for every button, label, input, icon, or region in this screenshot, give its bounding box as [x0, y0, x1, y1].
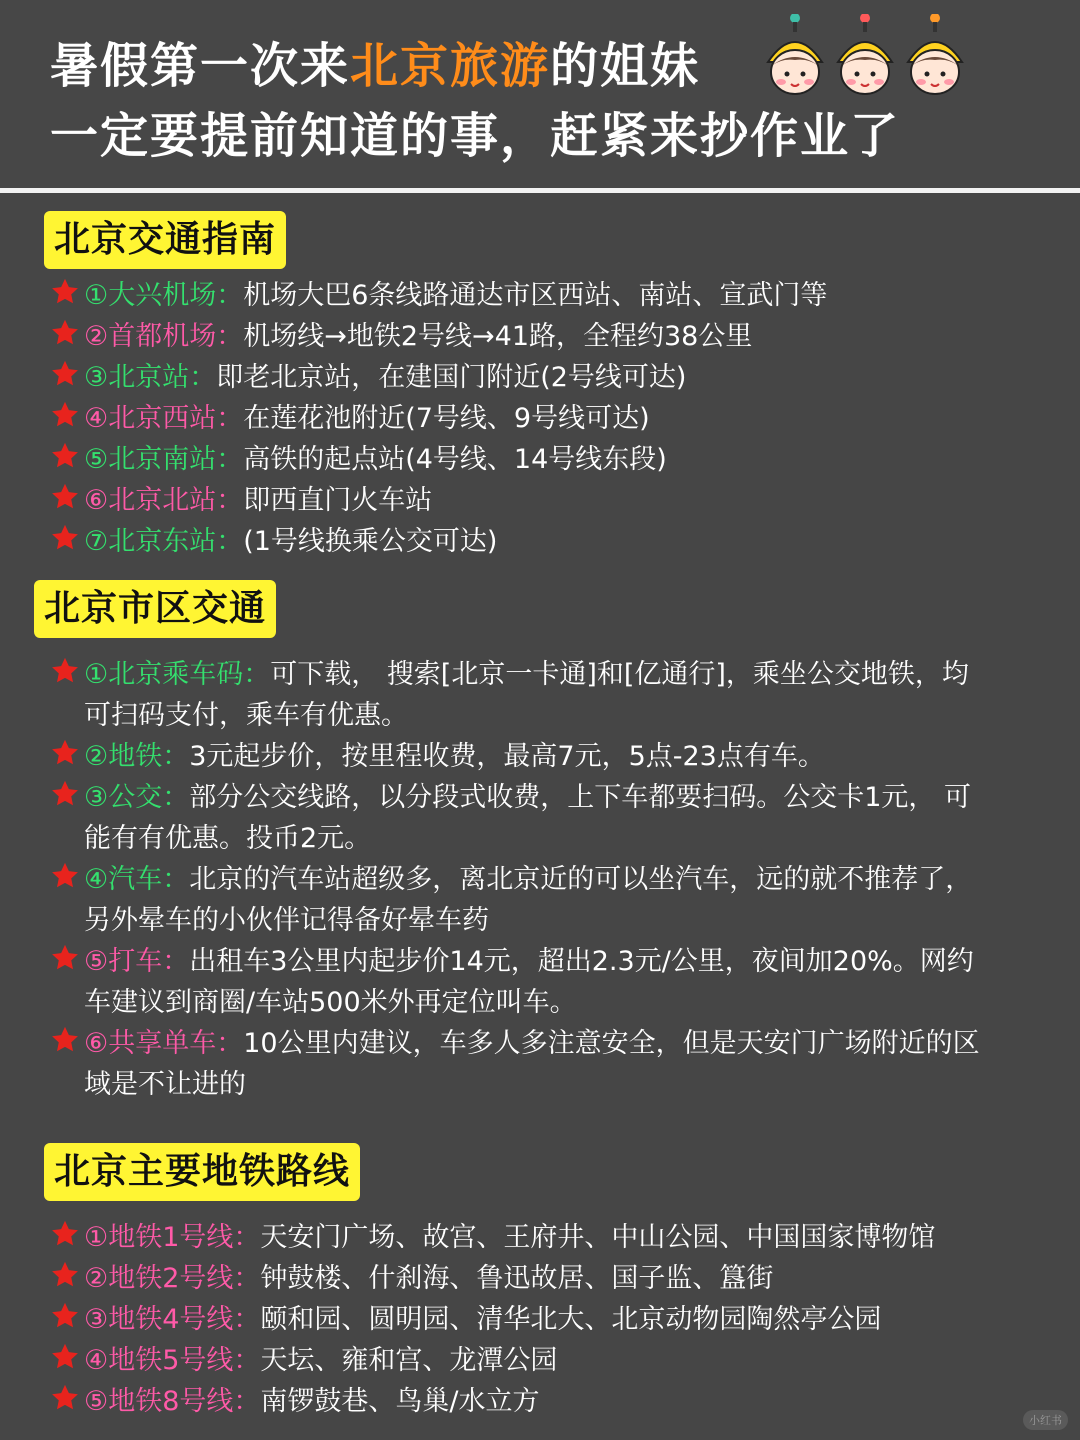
list-item — [84, 439, 667, 480]
item-text: 颐和园、圆明园、清华北大、北京动物园陶然亭公园 — [260, 1304, 882, 1335]
item-text: 钟鼓楼、什刹海、鲁迅故居、国子监、簋街 — [260, 1263, 774, 1294]
section-title-city-transport: 北京市区交通 — [34, 580, 276, 638]
item-text-continued: 另外晕车的小伙伴记得备好晕车药 — [84, 905, 489, 936]
item-text: 机场线→地铁2号线→41路，全程约38公里 — [243, 321, 753, 352]
list-item — [84, 275, 827, 316]
title-part-2: 的姐妹 — [550, 38, 701, 94]
list-item — [84, 654, 1064, 736]
list-item — [84, 521, 497, 562]
red-star-icon — [50, 400, 80, 430]
girl-with-yellow-hat-icon — [838, 14, 892, 94]
item-label: ⑥共享单车： — [84, 1028, 244, 1059]
girls-emoji-group — [760, 14, 970, 104]
red-star-icon — [50, 1260, 80, 1290]
red-star-icon — [50, 1301, 80, 1331]
item-text: (1号线换乘公交可达) — [243, 526, 498, 557]
item-label: ④北京西站： — [84, 403, 244, 434]
list-item — [84, 777, 1064, 859]
list-item — [84, 1381, 540, 1422]
item-label: ②首都机场： — [84, 321, 244, 352]
item-text: 10公里内建议，车多人多注意安全，但是天安门广场附近的区 — [243, 1028, 980, 1059]
red-star-icon — [50, 441, 80, 471]
item-label: ③地铁4号线： — [84, 1304, 261, 1335]
item-text: 即老北京站，在建国门附近(2号线可达) — [216, 362, 687, 393]
item-text: 天坛、雍和宫、龙潭公园 — [260, 1345, 558, 1376]
list-item — [84, 1023, 1074, 1105]
item-text: 南锣鼓巷、鸟巢/水立方 — [260, 1386, 540, 1417]
item-text: 可下载， 搜索[北京一卡通]和[亿通行]，乘坐公交地铁，均 — [270, 659, 969, 690]
red-star-icon — [50, 277, 80, 307]
item-text: 高铁的起点站(4号线、14号线东段) — [243, 444, 667, 475]
list-item — [84, 1217, 935, 1258]
red-star-icon — [50, 482, 80, 512]
list-item — [84, 859, 1064, 941]
item-label: ②地铁： — [84, 741, 190, 772]
girl-with-yellow-hat-icon — [768, 14, 822, 94]
item-label: ④地铁5号线： — [84, 1345, 261, 1376]
red-star-icon — [50, 779, 80, 809]
header-divider — [0, 188, 1080, 193]
girl-with-yellow-hat-icon — [908, 14, 962, 94]
item-label: ①北京乘车码： — [84, 659, 271, 690]
item-label: ④汽车： — [84, 864, 190, 895]
title-part-1: 暑假第一次来 — [50, 38, 351, 94]
red-star-icon — [50, 1025, 80, 1055]
item-label: ⑤打车： — [84, 946, 190, 977]
list-item — [84, 1340, 557, 1381]
item-text: 即西直门火车站 — [243, 485, 433, 516]
list-item — [84, 1258, 773, 1299]
page-title-line-2: 一定要提前知道的事，赶紧来抄作业了 — [50, 108, 901, 164]
item-label: ③公交： — [84, 782, 190, 813]
item-label: ③北京站： — [84, 362, 217, 393]
item-text: 在莲花池附近(7号线、9号线可达) — [243, 403, 650, 434]
red-star-icon — [50, 1342, 80, 1372]
item-text: 北京的汽车站超级多，离北京近的可以坐汽车，远的就不推荐了， — [189, 864, 973, 895]
item-text: 出租车3公里内起步价14元，超出2.3元/公里，夜间加20%。网约 — [189, 946, 974, 977]
item-text-continued: 可扫码支付，乘车有优惠。 — [84, 700, 408, 731]
red-star-icon — [50, 1383, 80, 1413]
item-label: ⑤地铁8号线： — [84, 1386, 261, 1417]
item-label: ①地铁1号线： — [84, 1222, 261, 1253]
section-title-transport-guide: 北京交通指南 — [44, 211, 286, 269]
list-item — [84, 736, 1064, 777]
red-star-icon — [50, 943, 80, 973]
red-star-icon — [50, 1219, 80, 1249]
title-accent: 北京旅游 — [350, 38, 551, 94]
item-text-continued: 域是不让进的 — [84, 1069, 246, 1100]
list-item — [84, 941, 1064, 1023]
item-text: 机场大巴6条线路通达市区西站、南站、宣武门等 — [243, 280, 828, 311]
list-item — [84, 480, 432, 521]
item-text-continued: 能有有优惠。投币2元。 — [84, 823, 372, 854]
list-item — [84, 316, 752, 357]
item-text: 天安门广场、故宫、王府井、中山公园、中国国家博物馆 — [260, 1222, 936, 1253]
list-item — [84, 1299, 881, 1340]
item-text: 3元起步价，按里程收费，最高7元，5点-23点有车。 — [189, 741, 825, 772]
red-star-icon — [50, 656, 80, 686]
page-header — [0, 0, 1080, 188]
list-item — [84, 357, 686, 398]
red-star-icon — [50, 738, 80, 768]
red-star-icon — [50, 523, 80, 553]
item-label: ⑦北京东站： — [84, 526, 244, 557]
item-label: ①大兴机场： — [84, 280, 244, 311]
list-item — [84, 398, 650, 439]
section-title-subway-lines: 北京主要地铁路线 — [44, 1143, 360, 1201]
item-text-continued: 车建议到商圈/车站500米外再定位叫车。 — [84, 987, 577, 1018]
item-label: ②地铁2号线： — [84, 1263, 261, 1294]
red-star-icon — [50, 861, 80, 891]
red-star-icon — [50, 318, 80, 348]
item-label: ⑤北京南站： — [84, 444, 244, 475]
item-text: 部分公交线路，以分段式收费，上下车都要扫码。公交卡1元， 可 — [189, 782, 971, 813]
item-label: ⑥北京北站： — [84, 485, 244, 516]
page-title-line-1 — [50, 36, 700, 96]
watermark: 小红书 — [1023, 1410, 1068, 1430]
red-star-icon — [50, 359, 80, 389]
